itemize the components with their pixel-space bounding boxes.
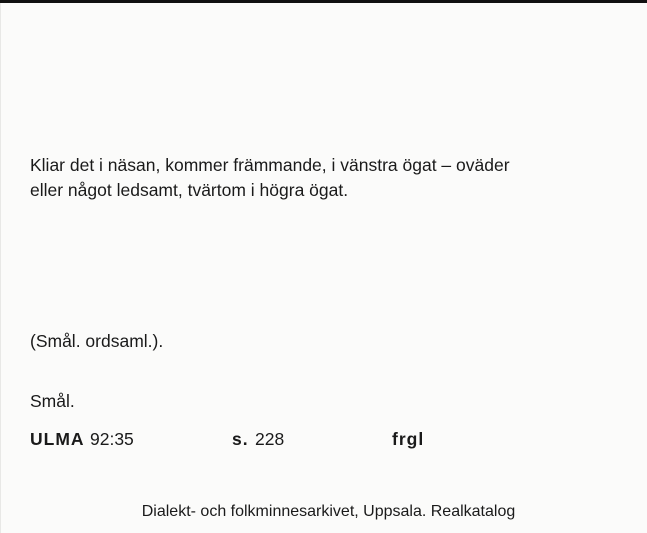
page-number: 228 xyxy=(255,429,285,449)
catalog-card xyxy=(0,3,647,533)
archive-footer: Dialekt- och folkminnesarkivet, Uppsala. Realkatalog xyxy=(141,503,516,520)
archive-name: ULMA xyxy=(30,429,85,449)
category-code: frgl xyxy=(392,429,425,449)
archive-number: 92:35 xyxy=(90,429,134,449)
card-text-line-2: eller något ledsamt, tvärtom i högra ögat. xyxy=(30,180,349,200)
source-note: (Smål. ordsaml.). xyxy=(30,331,164,351)
region-label: Smål. xyxy=(30,391,75,411)
reference-line xyxy=(30,429,630,451)
card-text-line-1: Kliar det i näsan, kommer främmande, i vänstra ögat – oväder xyxy=(30,155,510,175)
card-body-text xyxy=(30,153,630,203)
page-label: s. xyxy=(232,429,249,449)
